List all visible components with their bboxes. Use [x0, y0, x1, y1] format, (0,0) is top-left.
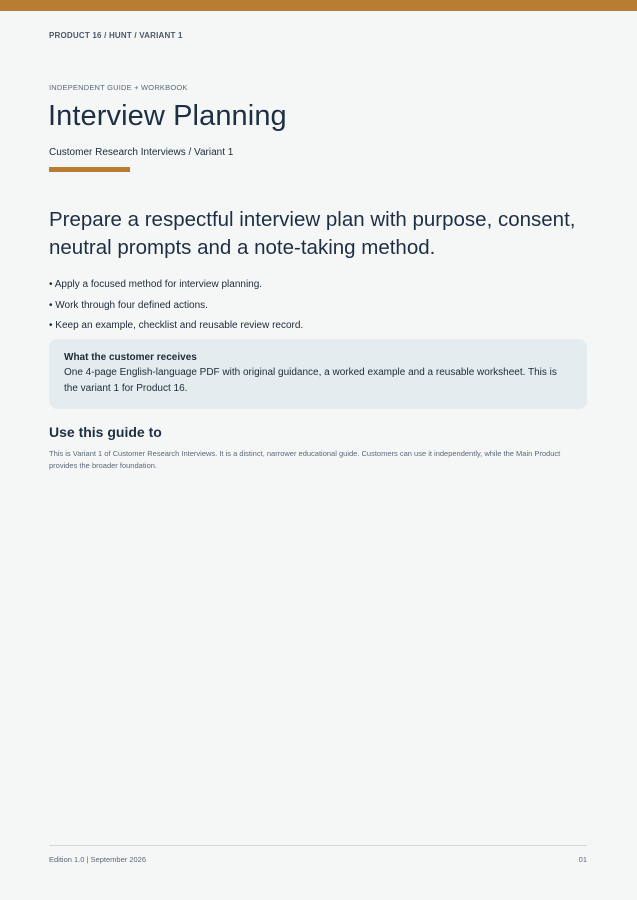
page-subtitle: Customer Research Interviews / Variant 1 — [49, 147, 234, 158]
section-heading: Use this guide to — [49, 424, 162, 440]
footer-edition: Edition 1.0 | September 2026 — [49, 855, 147, 864]
benefit-list — [49, 278, 303, 340]
callout-title: What the customer receives — [64, 352, 197, 363]
footer-divider — [49, 845, 587, 846]
section-body: This is Variant 1 of Customer Research Interviews. It is a distinct, narrower educational guide. Customers can use it independently, while the Main Product provides the broader foundation. — [49, 449, 561, 470]
benefit-item: • Work through four defined actions. — [49, 299, 208, 311]
page-number: 01 — [578, 855, 587, 864]
document-kicker: INDEPENDENT GUIDE + WORKBOOK — [49, 83, 188, 92]
benefit-item: • Apply a focused method for interview planning. — [49, 279, 263, 290]
lead-statement: Prepare a respectful interview plan with purpose, consent, neutral prompts and a note-taking method. — [49, 208, 576, 259]
page-title: Interview Planning — [48, 100, 287, 132]
benefit-item: • Keep an example, checklist and reusable review record. — [49, 320, 304, 331]
breadcrumb: PRODUCT 16 / HUNT / VARIANT 1 — [49, 31, 183, 40]
title-accent-rule — [49, 167, 130, 172]
top-accent-bar — [0, 0, 637, 11]
callout-body: One 4-page English-language PDF with original guidance, a worked example and a reusable worksheet. This is the variant 1 for Product 16. — [64, 367, 557, 394]
deliverable-callout — [49, 339, 587, 409]
